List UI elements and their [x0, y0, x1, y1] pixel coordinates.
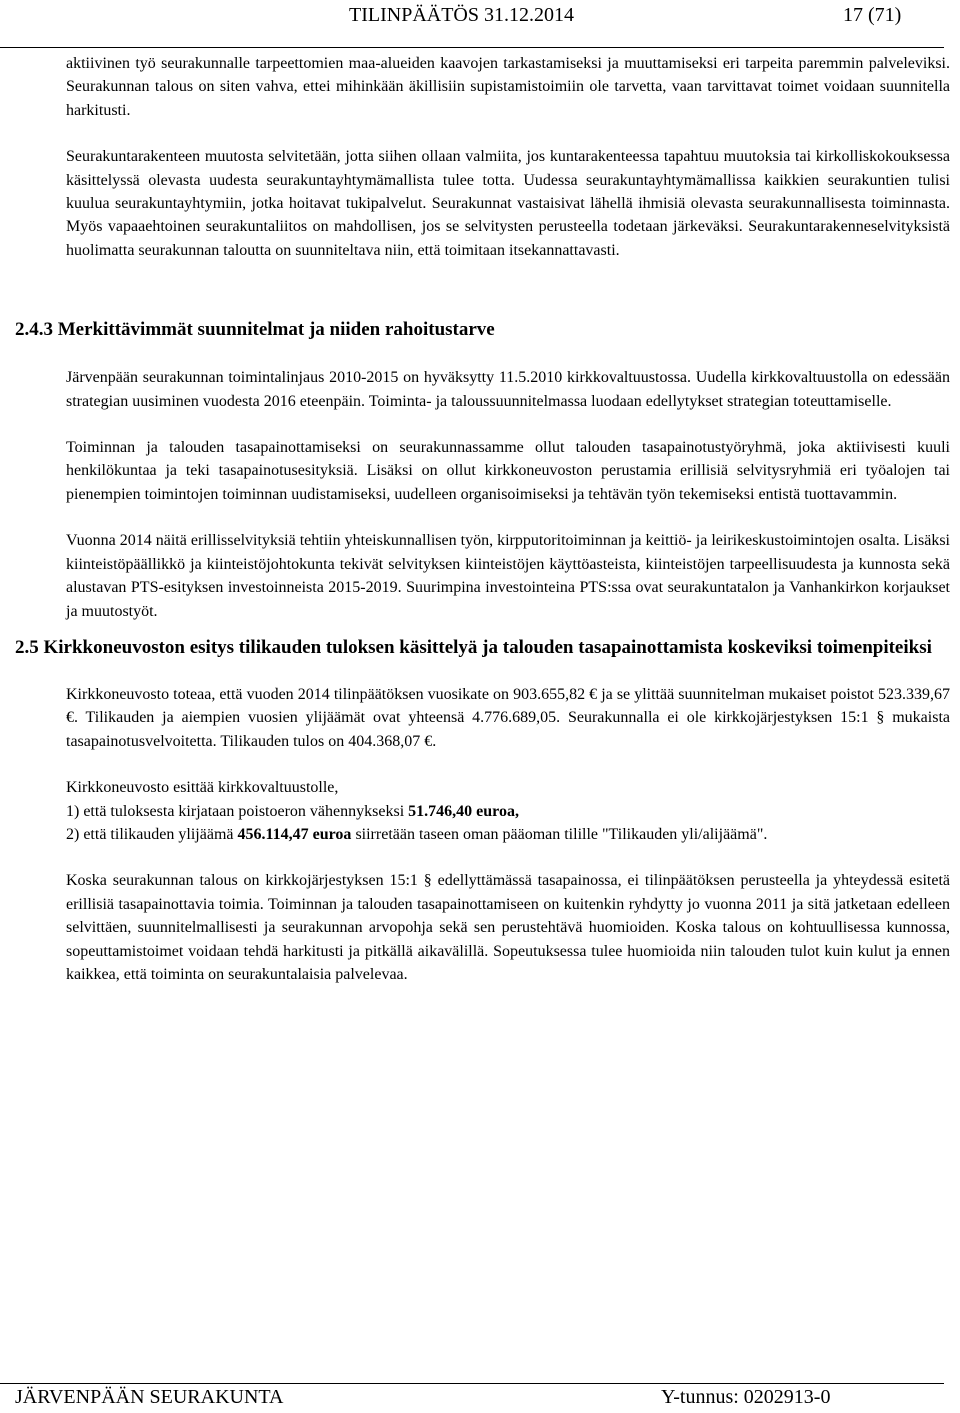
- paragraph-intro: aktiivinen työ seurakunnalle tarpeettomien maa-alueiden kaavojen tarkastamiseksi ja muuttamiseksi eri tarpeita paremmin palveleviksi. Seurakunnan talous on siten vahva, ettei mihinkään äkillisiin supistamistoimiin ole tarvetta, vaan tarvittavat toimet voidaan suunnitella harkitusti.: [66, 55, 950, 119]
- header-rule: [0, 47, 944, 48]
- paragraph-balancing: Toiminnan ja talouden tasapainottamiseksi on seurakunnassamme ollut talouden tasapainotustyöryhmä, joka aktiivisesti kuuli henkilökuntaa ja teki tasapainotusesityksiä. Lisäksi on ollut kirkkoneuvoston perustamia erillisiä selvitysryhmiä eri työalojen tai pienempien toimintojen toiminnan uudistamiseksi, uudelleen organisoimiseksi ja tehtävän työn tekemiseksi entistä tuottavammin.: [66, 439, 950, 503]
- page-number: 17 (71): [843, 4, 902, 26]
- footer-rule: [0, 1383, 944, 1384]
- document-body: [15, 52, 950, 986]
- proposal-intro: Kirkkoneuvosto esittää kirkkovaltuustolle,: [66, 779, 339, 797]
- proposal-item-1: 1) että tuloksesta kirjataan poistoeron vähennykseksi 51.746,40 euroa,: [66, 802, 519, 820]
- section-heading-2-4-3: 2.4.3 Merkittävimmät suunnitelmat ja niiden rahoitustarve: [15, 319, 495, 341]
- proposal-item-2: 2) että tilikauden ylijäämä 456.114,47 euroa siirretään taseen oman pääoman tilille "Tilikauden yli/alijäämä".: [66, 825, 768, 843]
- paragraph-conclusion: Koska seurakunnan talous on kirkkojärjestyksen 15:1 § edellyttämässä tasapainossa, ei tilinpäätöksen perusteella ja yhteydessä esitetä erillisiä tasapainottavia toimia. Toiminnan ja talouden tasapainottamiseen on kuitenkin ryhdytty jo vuonna 2011 ja sitä jatketaan edelleen selvittäen, suunnitelmallisesti ja seurakunnan arvopohja sekä sen perustehtävä huomioiden. Koska talous on kohtuullisessa kunnossa, sopeuttamistoimet voidaan tehdä harkitusti ja pitkällä aikavälillä. Sopeutuksessa tulee huomioida niin talouden tulot kuin kulut ja ennen kaikkea, että toiminta on seurakuntalaisia palvelevaa.: [66, 872, 950, 983]
- document-title: TILINPÄÄTÖS 31.12.2014: [349, 4, 574, 26]
- footer-business-id: Y-tunnus: 0202913-0: [661, 1386, 831, 1408]
- paragraph-structure: Seurakuntarakenteen muutosta selvitetään, jotta siihen ollaan valmiita, jos kuntarakenteessa tapahtuu muutoksia tai kirkolliskokouksessa käsittelyssä olevasta uudesta seurakuntayhtymämallista tulee totta. Uudessa seurakuntayhtymämallissa kaikkien seurakuntien tulisi kuulua seurakuntayhtymiin, jotka hoitavat tukipalvelut. Seurakunnat vastaisivat lähellä ihmisiä olevasta seurakunnallisesta toiminnasta. Myös vapaaehtoinen seurakuntaliitos on mahdollisen, jos se selvitysten perusteella todetaan järkeväksi. Seurakuntarakenneselvityksistä huolimatta seurakunnan taloutta on suunniteltava niin, että toimitaan itsekannattavasti.: [66, 148, 950, 259]
- proposal-amount-1: 51.746,40 euroa,: [408, 802, 519, 820]
- section-heading-2-5: 2.5 Kirkkoneuvoston esitys tilikauden tuloksen käsittelyä ja talouden tasapainottamista koskeviksi toimenpiteiksi: [15, 636, 932, 658]
- paragraph-strategy: Järvenpään seurakunnan toimintalinjaus 2010-2015 on hyväksytty 11.5.2010 kirkkovaltuustossa. Uudella kirkkovaltuustolla on edessään strategian uusiminen vuodesta 2016 eteenpäin. Toiminta- ja taloussuunnitelmassa luodaan edellytykset strategian toteuttamiselle.: [66, 369, 950, 410]
- paragraph-result: Kirkkoneuvosto toteaa, että vuoden 2014 tilinpäätöksen vuosikate on 903.655,82 € ja se ylittää suunnitelman mukaiset poistot 523.339,67 €. Tilikauden ja aiempien vuosien ylijäämät ovat yhteensä 4.776.689,05. Seurakunnalla ei ole kirkkojärjestyksen 15:1 § mukaista tasapainotusvelvoitetta. Tilikauden tulos on 404.368,07 €.: [66, 685, 950, 750]
- proposal-amount-2: 456.114,47 euroa: [237, 825, 352, 843]
- footer-organization: JÄRVENPÄÄN SEURAKUNTA: [15, 1386, 284, 1408]
- page-header: [0, 2, 960, 32]
- paragraph-investments: Vuonna 2014 näitä erillisselvityksiä tehtiin yhteiskunnallisen työn, kirpputoritoiminnan ja keittiö- ja leirikeskustoimintojen osalta. Lisäksi kiinteistöpäällikkö ja kiinteistöjohtokunta tekivät selvityksen kiinteistöjen käyttöasteista, kiinteistöjen tarpeellisuudesta ja kunnosta sekä alustavan PTS-esityksen investoinneista 2015-2019. Suurimpina investointeina PTS:ssa ovat seurakuntatalon ja Vanhankirkon korjaukset ja muutostyöt.: [66, 532, 950, 620]
